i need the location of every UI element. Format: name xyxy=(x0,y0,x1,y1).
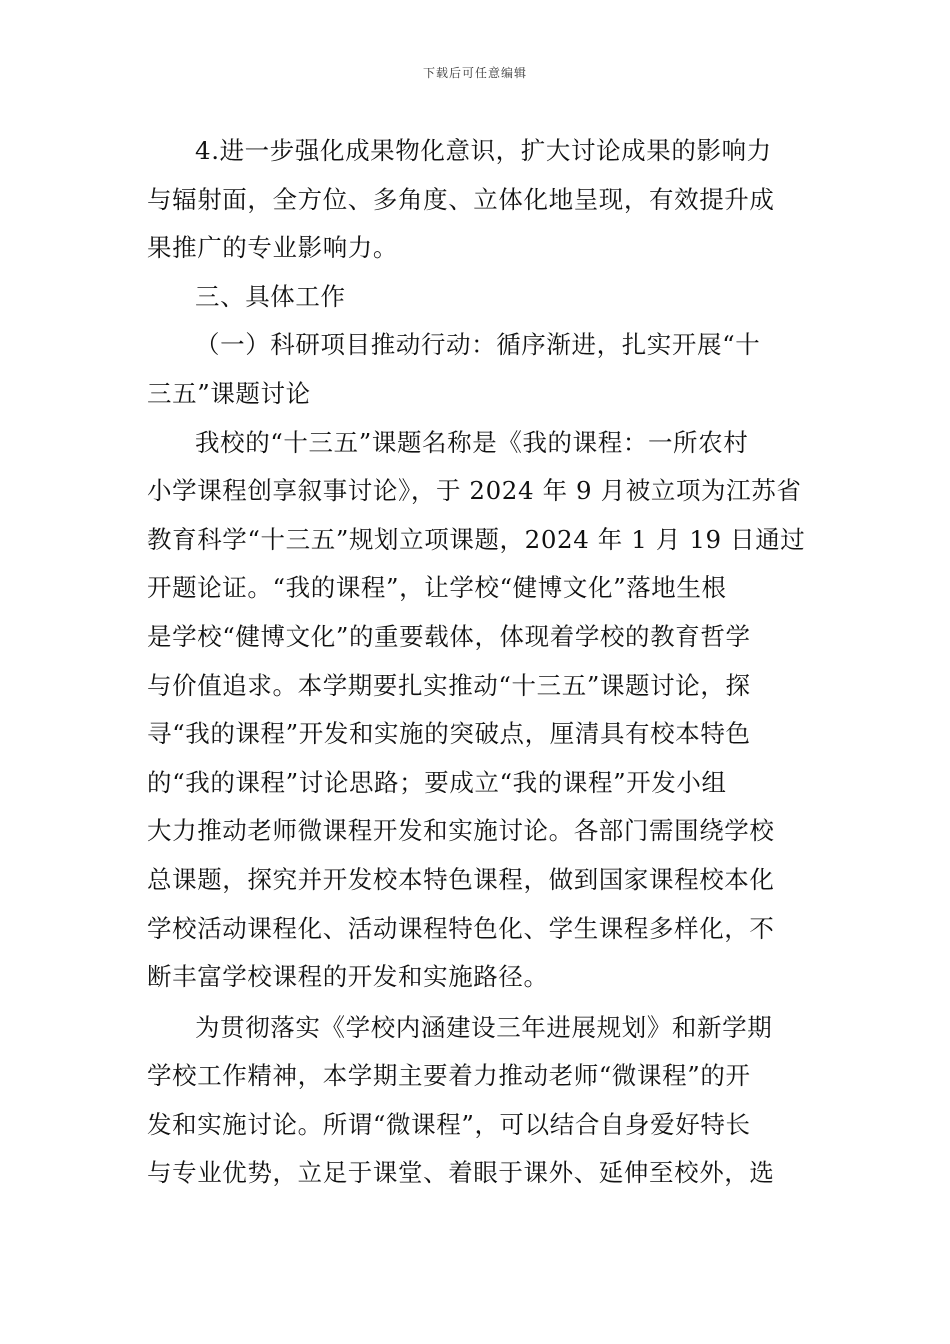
paragraph-line: 是学校“健博文化”的重要载体，体现着学校的教育哲学 xyxy=(147,621,751,651)
paragraph-line: 断丰富学校课程的开发和实施路径。 xyxy=(147,962,549,992)
paragraph-line: 果推广的专业影响力。 xyxy=(147,233,398,263)
paragraph-line: 与专业优势，立足于课堂、着眼于课外、延伸至校外，选 xyxy=(147,1158,775,1188)
paragraph-line: 小学课程创享叙事讨论》，于 2024 年 9 月被立项为江苏省 xyxy=(147,476,802,506)
paragraph-line: 学校工作精神，本学期主要着力推动老师“微课程”的开 xyxy=(147,1061,751,1091)
paragraph-line: 寻“我的课程”开发和实施的突破点，厘清具有校本特色 xyxy=(147,719,751,749)
paragraph-line: 为贯彻落实《学校内涵建设三年进展规划》和新学期 xyxy=(195,1012,773,1042)
page-header: 下载后可任意编辑 xyxy=(422,66,527,80)
paragraph-line: 与价值追求。本学期要扎实推动“十三五”课题讨论，探 xyxy=(147,670,751,700)
paragraph-line: 的“我的课程”讨论思路；要成立“我的课程”开发小组 xyxy=(147,767,727,797)
paragraph-line: 学校活动课程化、活动课程特色化、学生课程多样化，不 xyxy=(147,913,775,943)
section-heading: 三、具体工作 xyxy=(195,281,346,311)
paragraph-line: 总课题，探究并开发校本特色课程，做到国家课程校本化 xyxy=(147,864,775,894)
subsection-heading: 三五”课题讨论 xyxy=(147,378,311,408)
paragraph-line: 教育科学“十三五”规划立项课题，2024 年 1 月 19 日通过 xyxy=(147,524,806,554)
paragraph-line: 与辐射面，全方位、多角度、立体化地呈现，有效提升成 xyxy=(147,184,775,214)
paragraph-line: 大力推动老师微课程开发和实施讨论。各部门需围绕学校 xyxy=(147,816,775,846)
paragraph-line: 4.进一步强化成果物化意识，扩大讨论成果的影响力 xyxy=(195,136,772,165)
paragraph-line: 我校的“十三五”课题名称是《我的课程：一所农村 xyxy=(195,427,749,457)
paragraph-line: 发和实施讨论。所谓“微课程”，可以结合自身爱好特长 xyxy=(147,1109,751,1139)
paragraph-line: 开题论证。“我的课程”，让学校“健博文化”落地生根 xyxy=(147,573,727,603)
subsection-heading: （一）科研项目推动行动：循序渐进，扎实开展“十 xyxy=(195,330,761,360)
document-body xyxy=(147,127,807,1198)
